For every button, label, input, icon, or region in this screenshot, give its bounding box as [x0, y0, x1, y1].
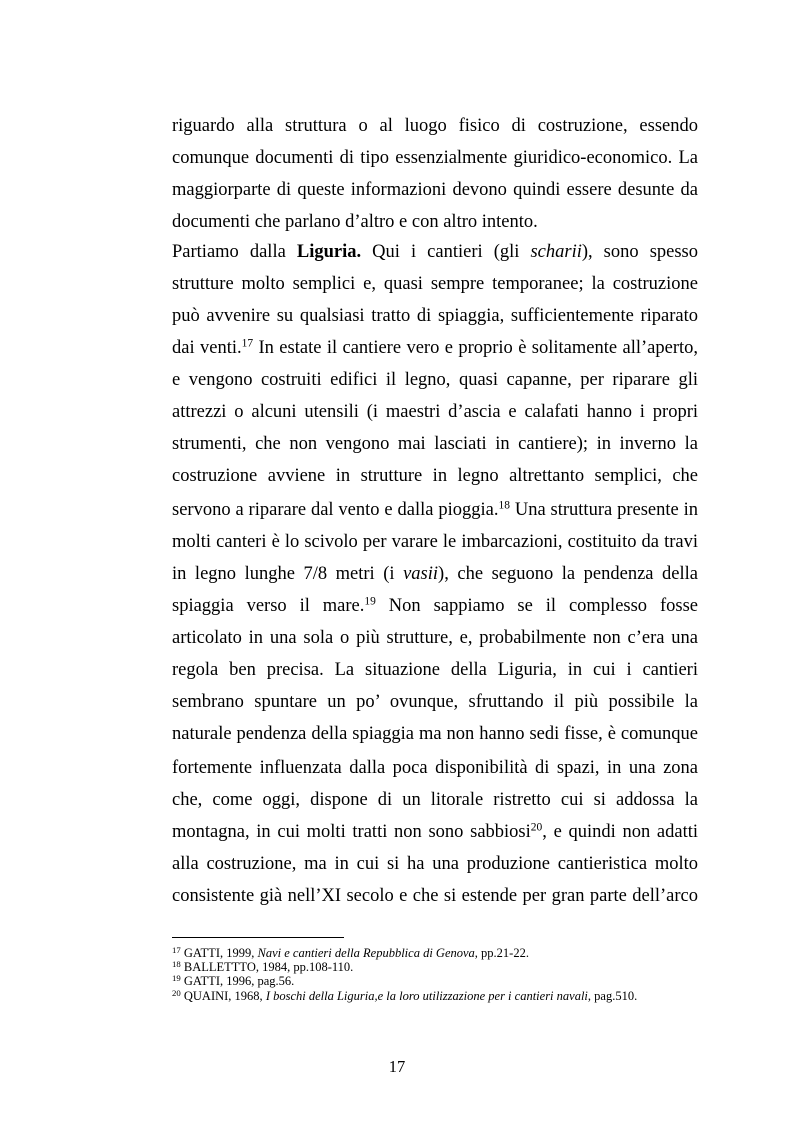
- footnote: $^{20}$ QUAINI, 1968, I boschi della Liguria,e la loro utilizzazione per i cantieri navali, pag.510.: [172, 988, 638, 1003]
- body-line: e vengono costruiti edifici il legno, quasi capanne, per riparare gli: [172, 370, 698, 390]
- body-line: attrezzi o alcuni utensili (i maestri d’ascia e calafati hanno i propri: [172, 402, 698, 422]
- body-line: strumenti, che non vengono mai lasciati in cantiere); in inverno la: [172, 434, 698, 454]
- footnote: $^{18}$ BALLETTTO, 1984, pp.108-110.: [172, 959, 354, 974]
- body-line: alla costruzione, ma in cui si ha una produzione cantieristica molto: [172, 854, 698, 874]
- body-line: comunque documenti di tipo essenzialmente giuridico-economico. La: [172, 148, 698, 168]
- footnote: $^{19}$ GATTI, 1996, pag.56.: [172, 973, 295, 988]
- page-number: 17: [388, 1057, 406, 1076]
- footnote-ref: 18: [498, 499, 510, 512]
- body-line: regola ben precisa. La situazione della Liguria, in cui i cantieri: [172, 660, 698, 680]
- footnote-ref: 17: [241, 337, 254, 350]
- body-line: dai venti.$^{17}$ In estate il cantiere vero e proprio è solitamente all’aperto,: [172, 337, 698, 358]
- italic-term: scharii: [530, 242, 582, 262]
- body-line: strutture molto semplici e, quasi sempre temporanee; la costruzione: [172, 274, 698, 294]
- body-line: costruzione avviene in strutture in legno altrettanto semplici, che: [172, 466, 698, 486]
- body-line: articolato in una sola o più strutture, e, probabilmente non c’era una: [172, 628, 698, 648]
- body-line: montagna, in cui molti tratti non sono sabbiosi$^{20}$, e quindi non adatti: [172, 821, 698, 842]
- body-line: molti canteri è lo scivolo per varare le imbarcazioni, costituito da travi: [172, 532, 698, 552]
- body-line: servono a riparare dal vento e dalla pioggia.$^{18}$ Una struttura presente in: [172, 499, 698, 520]
- body-line: maggiorparte di queste informazioni devono quindi essere desunte da: [172, 180, 698, 200]
- body-line: può avvenire su qualsiasi tratto di spiaggia, sufficientemente riparato: [172, 306, 698, 326]
- body-line: Partiamo dalla Liguria. Qui i cantieri (gli scharii), sono spesso: [172, 242, 699, 262]
- body-line: naturale pendenza della spiaggia ma non hanno sedi fisse, è comunque: [172, 724, 698, 744]
- body-line: documenti che parlano d’altro e con altro intento.: [172, 212, 538, 232]
- body-line: sembrano spuntare un po’ ovunque, sfruttando il più possibile la: [172, 692, 698, 712]
- body-line: fortemente influenzata dalla poca disponibilità di spazi, in una zona: [172, 758, 698, 778]
- italic-term: vasii: [403, 564, 439, 584]
- bold-term: Liguria.: [296, 242, 362, 262]
- body-line: riguardo alla struttura o al luogo fisico di costruzione, essendo: [172, 116, 698, 136]
- footnote: $^{17}$ GATTI, 1999, Navi e cantieri della Repubblica di Genova, pp.21-22.: [172, 945, 529, 960]
- body-line: spiaggia verso il mare.$^{19}$ Non sappiamo se il complesso fosse: [172, 595, 698, 616]
- footnote-ref: 20: [530, 821, 543, 834]
- footnote-ref: 19: [364, 595, 376, 608]
- body-line: in legno lunghe 7/8 metri (i vasii), che seguono la pendenza della: [172, 564, 698, 584]
- body-line: consistente già nell’XI secolo e che si estende per gran parte dell’arco: [172, 886, 698, 906]
- body-line: che, come oggi, dispone di un litorale ristretto cui si addossa la: [172, 790, 698, 810]
- footnote-separator: [172, 937, 344, 938]
